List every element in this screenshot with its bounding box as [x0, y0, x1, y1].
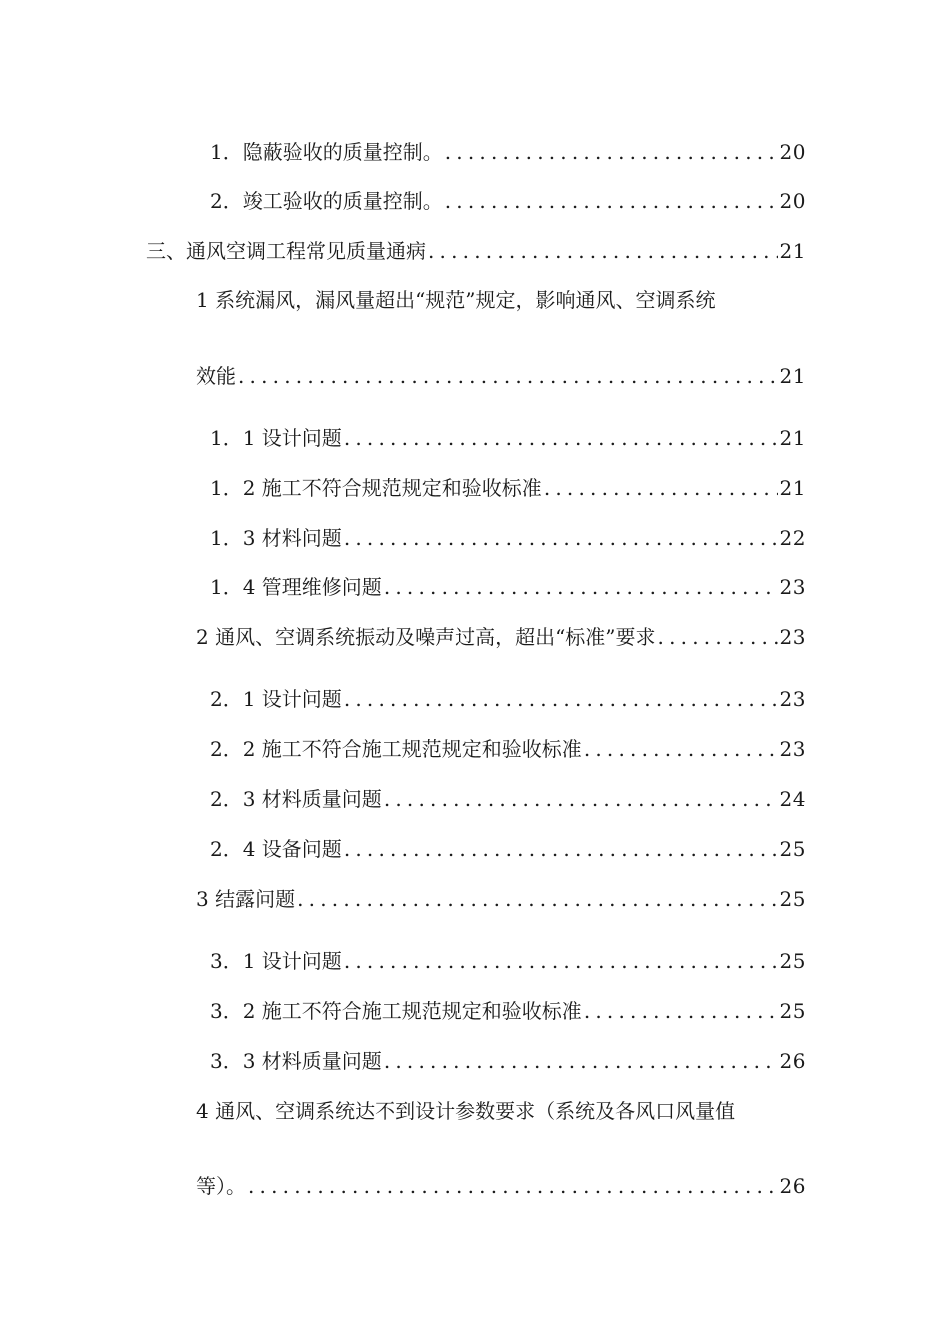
toc-entry-line2[interactable] — [196, 1172, 806, 1200]
toc-entry-title: 3．2 施工不符合施工规范规定和验收标准 — [210, 999, 582, 1023]
toc-entry-title: 3．1 设计问题 — [210, 949, 342, 973]
toc-entry-page: 21 — [779, 476, 806, 500]
toc-entry[interactable] — [210, 187, 806, 215]
toc-entry-page: 23 — [779, 625, 806, 649]
toc-entry-page: 26 — [779, 1174, 806, 1198]
toc-entry-page: 25 — [779, 949, 806, 973]
dot-leader — [344, 685, 778, 713]
toc-entry-line1[interactable] — [196, 286, 806, 314]
toc-entry-title-cont: 等）。 — [196, 1174, 246, 1198]
toc-entry[interactable] — [210, 685, 806, 713]
toc-entry[interactable] — [210, 138, 806, 166]
toc-entry-page: 25 — [779, 837, 806, 861]
toc-entry-page: 21 — [779, 426, 806, 450]
dot-leader — [384, 785, 778, 813]
dot-leader — [428, 237, 778, 265]
toc-entry-page: 23 — [779, 687, 806, 711]
toc-entry-page: 25 — [779, 999, 806, 1023]
toc-entry-line1[interactable] — [196, 1097, 806, 1125]
toc-entry-title: 3．3 材料质量问题 — [210, 1049, 382, 1073]
dot-leader — [384, 573, 778, 601]
toc-entry[interactable] — [210, 835, 806, 863]
toc-entry-page: 21 — [779, 239, 806, 263]
dot-leader — [544, 474, 778, 502]
dot-leader — [344, 524, 778, 552]
dot-leader — [658, 623, 778, 651]
toc-entry[interactable] — [196, 623, 806, 651]
toc-entry[interactable] — [210, 735, 806, 763]
toc-entry-title: 1．3 材料问题 — [210, 526, 342, 550]
toc-entry[interactable] — [210, 573, 806, 601]
toc-entry-title: 1．1 设计问题 — [210, 426, 342, 450]
toc-entry-title: 2．2 施工不符合施工规范规定和验收标准 — [210, 737, 582, 761]
toc-entry-page: 23 — [779, 737, 806, 761]
toc-entry-title: 1．2 施工不符合规范规定和验收标准 — [210, 476, 542, 500]
toc-entry[interactable] — [210, 474, 806, 502]
dot-leader — [445, 187, 778, 215]
toc-entry-title: 1．隐蔽验收的质量控制。 — [210, 140, 443, 164]
dot-leader — [344, 835, 778, 863]
toc-entry-page: 22 — [779, 526, 806, 550]
toc-entry[interactable] — [210, 997, 806, 1025]
dot-leader — [344, 424, 778, 452]
toc-entry-title: 2．竣工验收的质量控制。 — [210, 189, 443, 213]
toc-entry-page: 25 — [779, 887, 806, 911]
toc-entry-title: 2．4 设备问题 — [210, 837, 342, 861]
toc-entry-title: 1．4 管理维修问题 — [210, 575, 382, 599]
toc-entry-line2[interactable] — [196, 362, 806, 390]
toc-entry-title: 2．1 设计问题 — [210, 687, 342, 711]
toc-entry-title: 2 通风、空调系统振动及噪声过高，超出“标准”要求 — [196, 625, 656, 649]
toc-entry[interactable] — [210, 947, 806, 975]
dot-leader — [344, 947, 778, 975]
dot-leader — [297, 885, 777, 913]
toc-section-heading[interactable] — [146, 237, 806, 265]
toc-entry[interactable] — [196, 885, 806, 913]
toc-entry-title: 3 结露问题 — [196, 887, 296, 911]
dot-leader — [384, 1047, 778, 1075]
toc-entry[interactable] — [210, 1047, 806, 1075]
toc-entry-page: 23 — [779, 575, 806, 599]
dot-leader — [445, 138, 778, 166]
dot-leader — [584, 735, 778, 763]
toc-entry[interactable] — [210, 424, 806, 452]
dot-leader — [248, 1172, 778, 1200]
toc-entry[interactable] — [210, 785, 806, 813]
toc-entry-page: 20 — [779, 189, 806, 213]
toc-entry-title: 三、通风空调工程常见质量通病 — [146, 239, 426, 263]
toc-entry-page: 26 — [779, 1049, 806, 1073]
toc-entry-title: 1 系统漏风，漏风量超出“规范”规定，影响通风、空调系统 — [196, 288, 716, 312]
dot-leader — [584, 997, 778, 1025]
toc-entry-title-cont: 效能 — [196, 364, 236, 388]
dot-leader — [238, 362, 778, 390]
toc-entry-page: 20 — [779, 140, 806, 164]
toc-entry-title: 4 通风、空调系统达不到设计参数要求（系统及各风口风量值 — [196, 1099, 736, 1123]
toc-entry-page: 21 — [779, 364, 806, 388]
toc-entry-page: 24 — [779, 787, 806, 811]
toc-entry-title: 2．3 材料质量问题 — [210, 787, 382, 811]
toc-entry[interactable] — [210, 524, 806, 552]
